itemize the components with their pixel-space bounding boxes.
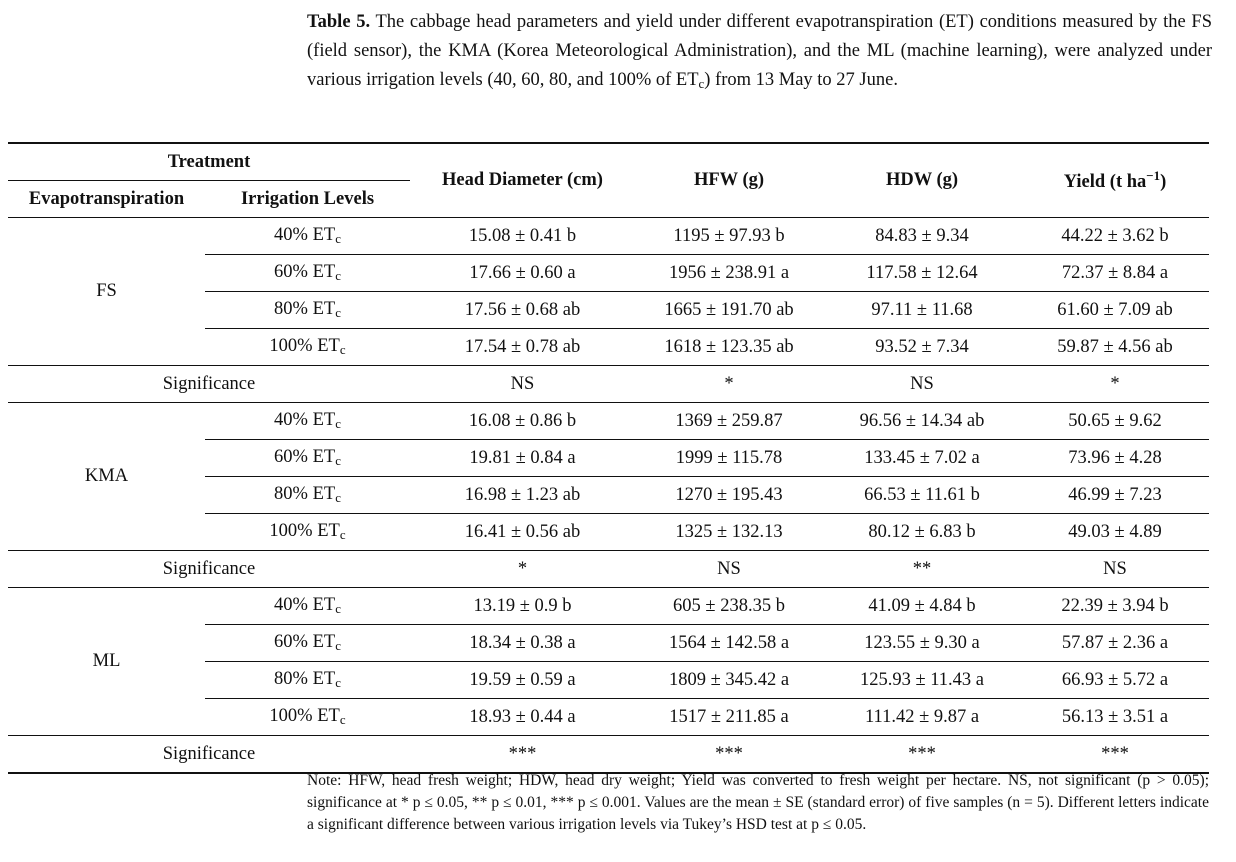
group-name: ML — [8, 588, 205, 736]
hfw-cell: 1564 ± 142.58 a — [635, 625, 823, 662]
significance-label: Significance — [162, 743, 256, 764]
significance-head-diameter: * — [517, 558, 528, 579]
irrigation-level — [205, 292, 410, 329]
irrigation-level — [205, 625, 410, 662]
header-hdw: HDW (g) — [823, 143, 1021, 218]
level-text: 80% ET — [274, 484, 336, 504]
hdw-cell: 117.58 ± 12.64 — [823, 255, 1021, 292]
yield-cell: 56.13 ± 3.51 a — [1021, 699, 1209, 736]
level-text: 100% ET — [269, 336, 340, 356]
level-subscript: c — [335, 601, 341, 616]
head-diameter-cell: 17.56 ± 0.68 ab — [410, 292, 635, 329]
level-text: 80% ET — [274, 669, 336, 689]
significance-head-diameter: NS — [510, 373, 535, 394]
caption-subscript: c — [698, 76, 705, 91]
significance-hdw: *** — [908, 743, 936, 764]
significance-label: Significance — [162, 558, 256, 579]
level-subscript: c — [335, 305, 341, 320]
irrigation-level — [205, 329, 410, 366]
hfw-cell: 1618 ± 123.35 ab — [635, 329, 823, 366]
yield-cell: 46.99 ± 7.23 — [1021, 477, 1209, 514]
header-irrigation-levels: Irrigation Levels — [240, 188, 375, 209]
head-diameter-cell: 17.54 ± 0.78 ab — [410, 329, 635, 366]
head-diameter-cell: 13.19 ± 0.9 b — [410, 588, 635, 625]
table-row — [8, 218, 1209, 255]
level-subscript: c — [335, 231, 341, 246]
significance-row — [8, 551, 1209, 588]
results-table — [8, 142, 1209, 774]
hfw-cell: 1517 ± 211.85 a — [635, 699, 823, 736]
hfw-cell: 1195 ± 97.93 b — [635, 218, 823, 255]
yield-cell: 49.03 ± 4.89 — [1021, 514, 1209, 551]
level-text: 40% ET — [274, 410, 336, 430]
hfw-cell: 1325 ± 132.13 — [635, 514, 823, 551]
yield-cell: 44.22 ± 3.62 b — [1021, 218, 1209, 255]
irrigation-level — [205, 588, 410, 625]
hdw-cell: 133.45 ± 7.02 a — [823, 440, 1021, 477]
level-text: 40% ET — [274, 595, 336, 615]
irrigation-level — [205, 514, 410, 551]
irrigation-level — [205, 440, 410, 477]
hfw-cell: 605 ± 238.35 b — [635, 588, 823, 625]
level-text: 60% ET — [274, 632, 336, 652]
level-subscript: c — [335, 490, 341, 505]
yield-unit-sup: −1 — [1146, 167, 1161, 183]
header-head-diameter: Head Diameter (cm) — [410, 143, 635, 218]
hdw-cell: 41.09 ± 4.84 b — [823, 588, 1021, 625]
level-subscript: c — [335, 268, 341, 283]
yield-label: Yield (t ha — [1063, 172, 1147, 193]
level-text: 60% ET — [274, 447, 336, 467]
hdw-cell: 66.53 ± 11.61 b — [823, 477, 1021, 514]
head-diameter-cell: 18.34 ± 0.38 a — [410, 625, 635, 662]
significance-hfw: NS — [717, 558, 741, 579]
hdw-cell: 93.52 ± 7.34 — [823, 329, 1021, 366]
significance-yield: *** — [1101, 743, 1129, 764]
head-diameter-cell: 16.41 ± 0.56 ab — [410, 514, 635, 551]
level-subscript: c — [335, 638, 341, 653]
group-name: FS — [8, 218, 205, 366]
level-text: 80% ET — [274, 299, 336, 319]
caption-text: The cabbage head parameters and yield under different evapotranspiration (ET) conditions measured by the FS (field sensor), the KMA (Korea Meteorological Administration), and the ML (machine learning), were analyzed under various irrigation levels (40, 60, 80, and 100% of ET — [307, 12, 1212, 90]
significance-row — [8, 736, 1209, 774]
hdw-cell: 80.12 ± 6.83 b — [823, 514, 1021, 551]
level-subscript: c — [339, 342, 346, 357]
header-treatment: Treatment — [8, 143, 410, 181]
level-subscript: c — [339, 527, 346, 542]
significance-hfw: * — [724, 373, 734, 394]
level-subscript: c — [339, 712, 346, 727]
yield-cell: 22.39 ± 3.94 b — [1021, 588, 1209, 625]
significance-hdw: ** — [912, 558, 932, 579]
group-name: KMA — [8, 403, 205, 551]
hdw-cell: 125.93 ± 11.43 a — [823, 662, 1021, 699]
head-diameter-cell: 16.08 ± 0.86 b — [410, 403, 635, 440]
hdw-cell: 123.55 ± 9.30 a — [823, 625, 1021, 662]
hfw-cell: 1999 ± 115.78 — [635, 440, 823, 477]
hdw-cell: 97.11 ± 11.68 — [823, 292, 1021, 329]
hfw-cell: 1665 ± 191.70 ab — [635, 292, 823, 329]
hfw-cell: 1956 ± 238.91 a — [635, 255, 823, 292]
significance-head-diameter: *** — [508, 743, 537, 764]
significance-row — [8, 366, 1209, 403]
yield-cell: 57.87 ± 2.36 a — [1021, 625, 1209, 662]
table-note: Note: HFW, head fresh weight; HDW, head dry weight; Yield was converted to fresh weight per hectare. NS, not significant (p > 0.05); significance at * p ≤ 0.05, ** p ≤ 0.01, *** p ≤ 0.001. Values are the mean ± SE (standard error) of five samples (n = 5). Different letters indicate a significant difference between various irrigation levels via Tukey’s HSD test at p ≤ 0.05. — [307, 772, 1209, 833]
level-text: 40% ET — [274, 225, 336, 245]
irrigation-level — [205, 218, 410, 255]
table-row — [8, 403, 1209, 440]
significance-yield: * — [1110, 373, 1120, 394]
level-text: 100% ET — [269, 706, 340, 726]
hfw-cell: 1369 ± 259.87 — [635, 403, 823, 440]
head-diameter-cell: 19.81 ± 0.84 a — [410, 440, 635, 477]
irrigation-level — [205, 662, 410, 699]
irrigation-level — [205, 699, 410, 736]
head-diameter-cell: 19.59 ± 0.59 a — [410, 662, 635, 699]
table-row — [8, 588, 1209, 625]
irrigation-level — [205, 255, 410, 292]
level-subscript: c — [335, 416, 341, 431]
head-diameter-cell: 15.08 ± 0.41 b — [410, 218, 635, 255]
header-hfw: HFW (g) — [635, 143, 823, 218]
yield-cell: 73.96 ± 4.28 — [1021, 440, 1209, 477]
table-label: Table 5. — [307, 12, 371, 32]
level-subscript: c — [335, 675, 341, 690]
hfw-cell: 1270 ± 195.43 — [635, 477, 823, 514]
yield-label-end: ) — [1160, 172, 1167, 193]
significance-label: Significance — [162, 373, 256, 394]
level-subscript: c — [335, 453, 341, 468]
irrigation-level — [205, 477, 410, 514]
significance-yield: NS — [1103, 558, 1127, 579]
significance-hdw: NS — [910, 373, 934, 394]
head-diameter-cell: 16.98 ± 1.23 ab — [410, 477, 635, 514]
hfw-cell: 1809 ± 345.42 a — [635, 662, 823, 699]
significance-hfw: *** — [715, 743, 743, 764]
header-evapotranspiration: Evapotranspiration — [28, 188, 185, 209]
hdw-cell: 111.42 ± 9.87 a — [823, 699, 1021, 736]
header-yield — [1021, 143, 1209, 218]
yield-cell: 59.87 ± 4.56 ab — [1021, 329, 1209, 366]
head-diameter-cell: 17.66 ± 0.60 a — [410, 255, 635, 292]
hdw-cell: 84.83 ± 9.34 — [823, 218, 1021, 255]
irrigation-level — [205, 403, 410, 440]
level-text: 60% ET — [274, 262, 336, 282]
level-text: 100% ET — [269, 521, 340, 541]
yield-cell: 72.37 ± 8.84 a — [1021, 255, 1209, 292]
head-diameter-cell: 18.93 ± 0.44 a — [410, 699, 635, 736]
caption-text-end: ) from 13 May to 27 June. — [704, 70, 898, 90]
hdw-cell: 96.56 ± 14.34 ab — [823, 403, 1021, 440]
table-caption — [307, 8, 1212, 98]
yield-cell: 66.93 ± 5.72 a — [1021, 662, 1209, 699]
yield-cell: 50.65 ± 9.62 — [1021, 403, 1209, 440]
yield-cell: 61.60 ± 7.09 ab — [1021, 292, 1209, 329]
